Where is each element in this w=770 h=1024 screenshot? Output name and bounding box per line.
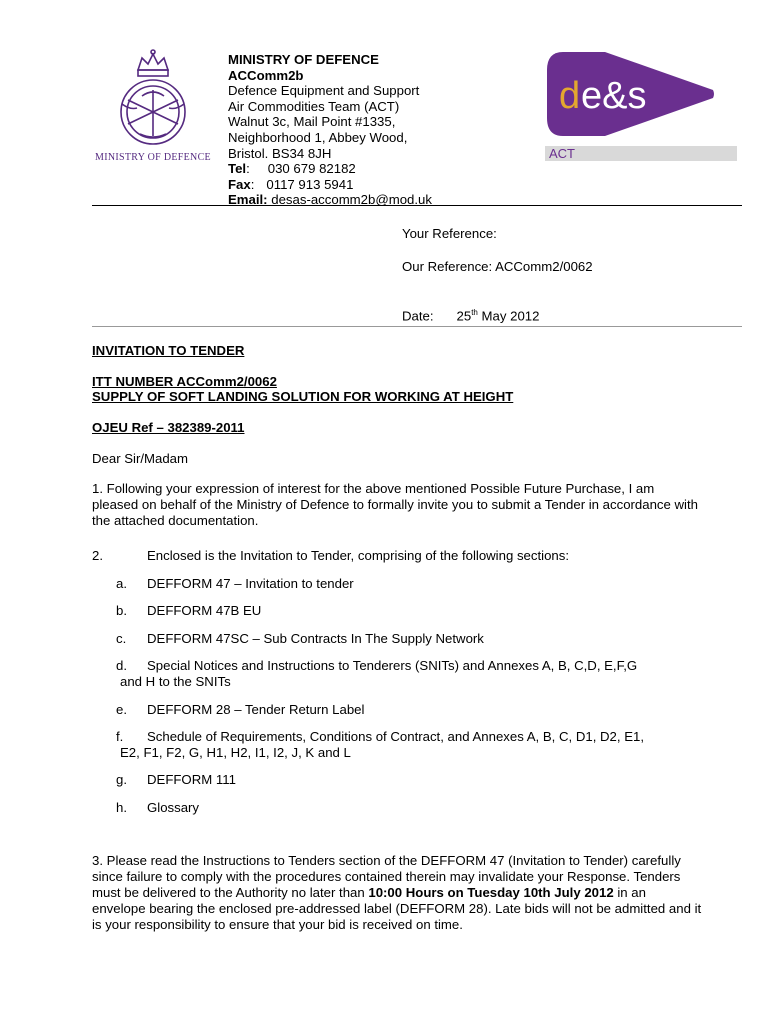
address-line-1: Defence Equipment and Support <box>228 83 420 99</box>
our-reference: Our Reference: ACComm2/0062 <box>402 259 593 274</box>
salutation: Dear Sir/Madam <box>92 451 189 466</box>
fax-line: Fax: 0117 913 5941 <box>228 176 354 192</box>
date-suffix: th <box>471 308 478 317</box>
date-label: Date: <box>402 308 434 324</box>
your-reference: Your Reference: <box>402 226 497 241</box>
ojeu-ref: OJEU Ref – 382389-2011 <box>92 420 245 435</box>
tel-line: Tel: 030 679 82182 <box>228 161 356 177</box>
address-line-2: Air Commodities Team (ACT) <box>228 98 400 114</box>
crest-caption: MINISTRY OF DEFENCE <box>95 152 211 163</box>
org-name: MINISTRY OF DEFENCE <box>228 52 379 67</box>
paragraph-3: 3. Please read the Instructions to Tenders section of the DEFFORM 47 (Invitation to Tender) carefully since failure to comply with the procedures contained therein may invalidate your Response. Tenders must be delivered to the Authority no later than 10:00 Hours on Tuesday 10th July 2012 in an envelope bearing the enclosed pre-addressed label (DEFFORM 28). Late bids will not be admitted and it is your responsibility to ensure that your bid is received on time. <box>92 853 702 932</box>
paragraph-2-number: 2. <box>92 548 103 563</box>
sender-address <box>228 52 432 208</box>
tel-label: Tel <box>228 161 247 177</box>
unit-name: ACComm2b <box>228 67 304 83</box>
date-day: 25 <box>456 308 472 324</box>
paragraph-2: Enclosed is the Invitation to Tender, comprising of the following sections: <box>147 548 569 563</box>
email-value: desas-accomm2b@mod.uk <box>271 192 432 208</box>
deadline: 10:00 Hours on Tuesday 10th July 2012 <box>368 885 614 900</box>
itt-number: ITT NUMBER ACComm2/0062 <box>92 374 277 389</box>
letter-title: INVITATION TO TENDER <box>92 343 245 358</box>
fax-label: Fax <box>228 176 251 192</box>
address-line-3: Walnut 3c, Mail Point #1335, <box>228 114 396 130</box>
address-line-4: Neighborhood 1, Abbey Wood, <box>228 129 408 145</box>
date-rest: May 2012 <box>481 308 540 324</box>
address-line-5: Bristol. BS34 8JH <box>228 145 332 161</box>
list-item: d. Special Notices and Instructions to Tenderers (SNITs) and Annexes A, B, C,D, E,F,G and H to the SNITs <box>116 658 638 689</box>
tel-value: 030 679 82182 <box>267 161 356 177</box>
act-label: ACT <box>545 146 737 161</box>
date-line <box>402 308 539 323</box>
paragraph-1: 1. Following your expression of interest for the above mentioned Possible Future Purchase, I am pleased on behalf of the Ministry of Defence to formally invite you to submit a Tender in accordance with the attached documentation. <box>92 481 698 528</box>
list-item: f. Schedule of Requirements, Conditions of Contract, and Annexes A, B, C, D1, D2, E1, E2, F1, F2, G, H1, H2, I1, I2, J, K and L <box>116 729 645 760</box>
reference-divider <box>92 326 742 327</box>
des-logo-icon <box>545 50 715 138</box>
header-divider <box>92 205 742 206</box>
logo-es: e&s <box>581 75 647 117</box>
supply-line: SUPPLY OF SOFT LANDING SOLUTION FOR WORKING AT HEIGHT <box>92 389 514 404</box>
fax-value: 0117 913 5941 <box>266 176 354 192</box>
email-label: Email: <box>228 192 268 208</box>
logo-d: d <box>559 75 581 117</box>
